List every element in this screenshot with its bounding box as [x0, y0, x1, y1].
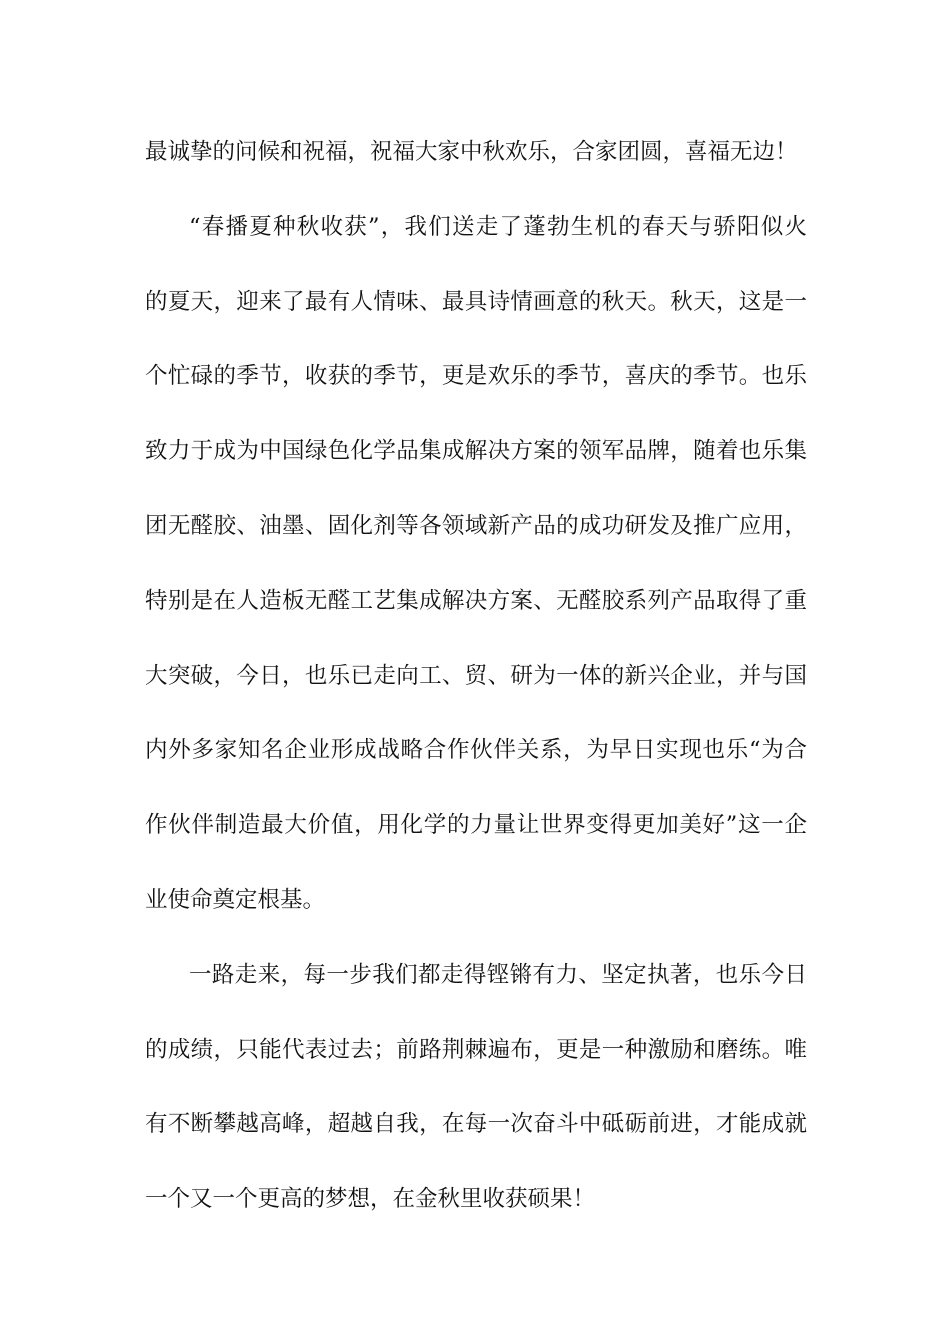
text-line: 特别是在人造板无醛工艺集成解决方案、无醛胶系列产品取得了重 [145, 588, 807, 614]
text-line: 致力于成为中国绿色化学品集成解决方案的领军品牌，随着也乐集 [145, 438, 807, 464]
text-line: 业使命奠定根基。 [145, 887, 326, 913]
text-line: 大突破，今日，也乐已走向工、贸、研为一体的新兴企业，并与国 [145, 663, 807, 689]
text-line: 的夏天，迎来了最有人情味、最具诗情画意的秋天。秋天，这是一 [145, 289, 807, 315]
text-line: 团无醛胶、油墨、固化剂等各领域新产品的成功研发及推广应用， [145, 513, 807, 539]
text-line: 有不断攀越高峰，超越自我，在每一次奋斗中砥砺前进，才能成就 [145, 1111, 807, 1137]
paragraph-first-line: 一路走来，每一步我们都走得铿锵有力、坚定执著，也乐今日 [189, 962, 807, 988]
text-line: 内外多家知名企业形成战略合作伙伴关系，为早日实现也乐“为合 [145, 737, 807, 763]
text-line: 个忙碌的季节，收获的季节，更是欢乐的季节，喜庆的季节。也乐 [145, 363, 807, 389]
text-line: 作伙伴制造最大价值，用化学的力量让世界变得更加美好”这一企 [145, 812, 807, 838]
text-line: 一个又一个更高的梦想，在金秋里收获硕果！ [145, 1186, 596, 1212]
text-line: 的成绩，只能代表过去；前路荆棘遍布，更是一种激励和磨练。唯 [145, 1037, 807, 1063]
text-line: 最诚挚的问候和祝福，祝福大家中秋欢乐，合家团圆，喜福无边！ [145, 139, 798, 165]
paragraph-first-line: “春播夏种秋收获”，我们送走了蓬勃生机的春天与骄阳似火 [189, 214, 807, 240]
